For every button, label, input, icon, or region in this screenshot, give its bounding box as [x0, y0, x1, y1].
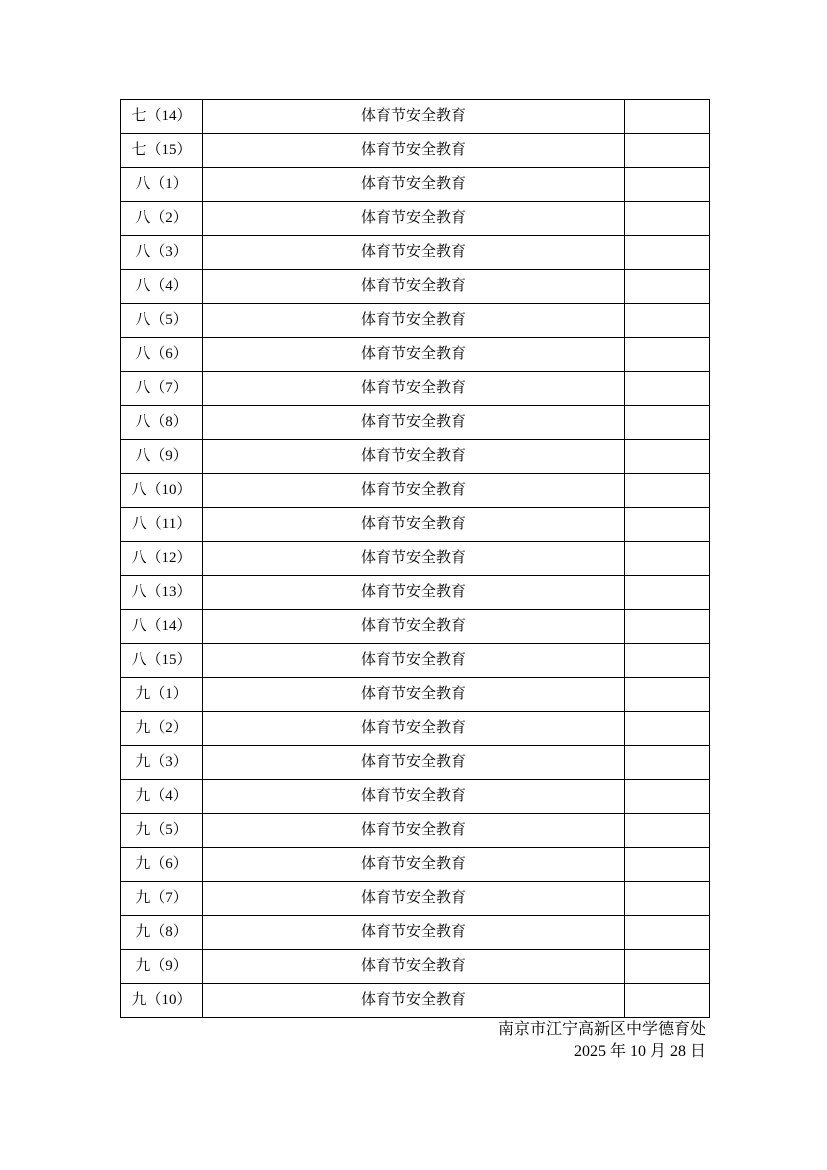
activity-cell: 体育节安全教育: [203, 984, 625, 1018]
table-row: [121, 338, 710, 372]
note-cell: [625, 202, 710, 236]
note-cell: [625, 542, 710, 576]
activity-cell: 体育节安全教育: [203, 202, 625, 236]
note-cell: [625, 712, 710, 746]
note-cell: [625, 916, 710, 950]
class-name-cell: 八（6）: [121, 338, 203, 372]
class-name-cell: 八（15）: [121, 644, 203, 678]
class-name-cell: 八（1）: [121, 168, 203, 202]
table-row: [121, 746, 710, 780]
note-cell: [625, 780, 710, 814]
class-name-cell: 九（1）: [121, 678, 203, 712]
class-name-cell: 八（13）: [121, 576, 203, 610]
class-name-cell: 八（7）: [121, 372, 203, 406]
activity-cell: 体育节安全教育: [203, 678, 625, 712]
note-cell: [625, 984, 710, 1018]
table-row: [121, 100, 710, 134]
activity-cell: 体育节安全教育: [203, 236, 625, 270]
note-cell: [625, 848, 710, 882]
note-cell: [625, 508, 710, 542]
activity-cell: 体育节安全教育: [203, 440, 625, 474]
table-row: [121, 134, 710, 168]
class-name-cell: 八（3）: [121, 236, 203, 270]
note-cell: [625, 882, 710, 916]
table-row: [121, 644, 710, 678]
activity-cell: 体育节安全教育: [203, 950, 625, 984]
activity-cell: 体育节安全教育: [203, 610, 625, 644]
table-row: [121, 236, 710, 270]
table-row: [121, 440, 710, 474]
note-cell: [625, 440, 710, 474]
note-cell: [625, 270, 710, 304]
class-name-cell: 九（6）: [121, 848, 203, 882]
class-name-cell: 九（4）: [121, 780, 203, 814]
table-row: [121, 270, 710, 304]
activity-cell: 体育节安全教育: [203, 338, 625, 372]
note-cell: [625, 372, 710, 406]
activity-cell: 体育节安全教育: [203, 304, 625, 338]
class-name-cell: 八（8）: [121, 406, 203, 440]
footer: [498, 1019, 706, 1063]
note-cell: [625, 304, 710, 338]
activity-cell: 体育节安全教育: [203, 134, 625, 168]
table-row: [121, 610, 710, 644]
class-name-cell: 九（5）: [121, 814, 203, 848]
schedule-table: [120, 99, 710, 1018]
note-cell: [625, 474, 710, 508]
note-cell: [625, 746, 710, 780]
note-cell: [625, 950, 710, 984]
class-name-cell: 八（10）: [121, 474, 203, 508]
footer-date: 2025 年 10 月 28 日: [573, 1043, 706, 1060]
class-name-cell: 九（3）: [121, 746, 203, 780]
note-cell: [625, 168, 710, 202]
class-name-cell: 八（12）: [121, 542, 203, 576]
activity-cell: 体育节安全教育: [203, 848, 625, 882]
table-row: [121, 406, 710, 440]
note-cell: [625, 814, 710, 848]
note-cell: [625, 338, 710, 372]
note-cell: [625, 406, 710, 440]
table-row: [121, 882, 710, 916]
class-name-cell: 八（11）: [121, 508, 203, 542]
class-name-cell: 九（7）: [121, 882, 203, 916]
activity-cell: 体育节安全教育: [203, 372, 625, 406]
class-name-cell: 八（4）: [121, 270, 203, 304]
table-row: [121, 814, 710, 848]
note-cell: [625, 610, 710, 644]
class-name-cell: 九（10）: [121, 984, 203, 1018]
activity-cell: 体育节安全教育: [203, 644, 625, 678]
class-name-cell: 八（5）: [121, 304, 203, 338]
activity-cell: 体育节安全教育: [203, 780, 625, 814]
table-row: [121, 202, 710, 236]
table-row: [121, 542, 710, 576]
note-cell: [625, 134, 710, 168]
table-row: [121, 168, 710, 202]
class-name-cell: 九（8）: [121, 916, 203, 950]
activity-cell: 体育节安全教育: [203, 168, 625, 202]
table-row: [121, 678, 710, 712]
table-row: [121, 304, 710, 338]
schedule-table-body: [121, 100, 710, 1018]
table-row: [121, 984, 710, 1018]
class-name-cell: 八（14）: [121, 610, 203, 644]
class-name-cell: 九（9）: [121, 950, 203, 984]
table-row: [121, 372, 710, 406]
table-row: [121, 576, 710, 610]
activity-cell: 体育节安全教育: [203, 814, 625, 848]
class-name-cell: 八（2）: [121, 202, 203, 236]
activity-cell: 体育节安全教育: [203, 474, 625, 508]
table-row: [121, 474, 710, 508]
activity-cell: 体育节安全教育: [203, 542, 625, 576]
activity-cell: 体育节安全教育: [203, 270, 625, 304]
table-row: [121, 848, 710, 882]
note-cell: [625, 678, 710, 712]
footer-organization: 南京市江宁高新区中学德育处: [497, 1021, 706, 1038]
note-cell: [625, 236, 710, 270]
class-name-cell: 七（15）: [121, 134, 203, 168]
class-name-cell: 七（14）: [121, 100, 203, 134]
activity-cell: 体育节安全教育: [203, 508, 625, 542]
activity-cell: 体育节安全教育: [203, 746, 625, 780]
note-cell: [625, 576, 710, 610]
table-row: [121, 950, 710, 984]
activity-cell: 体育节安全教育: [203, 882, 625, 916]
table-row: [121, 508, 710, 542]
table-row: [121, 916, 710, 950]
table-row: [121, 780, 710, 814]
activity-cell: 体育节安全教育: [203, 712, 625, 746]
activity-cell: 体育节安全教育: [203, 576, 625, 610]
note-cell: [625, 644, 710, 678]
activity-cell: 体育节安全教育: [203, 916, 625, 950]
class-name-cell: 八（9）: [121, 440, 203, 474]
note-cell: [625, 100, 710, 134]
table-row: [121, 712, 710, 746]
activity-cell: 体育节安全教育: [203, 100, 625, 134]
activity-cell: 体育节安全教育: [203, 406, 625, 440]
class-name-cell: 九（2）: [121, 712, 203, 746]
